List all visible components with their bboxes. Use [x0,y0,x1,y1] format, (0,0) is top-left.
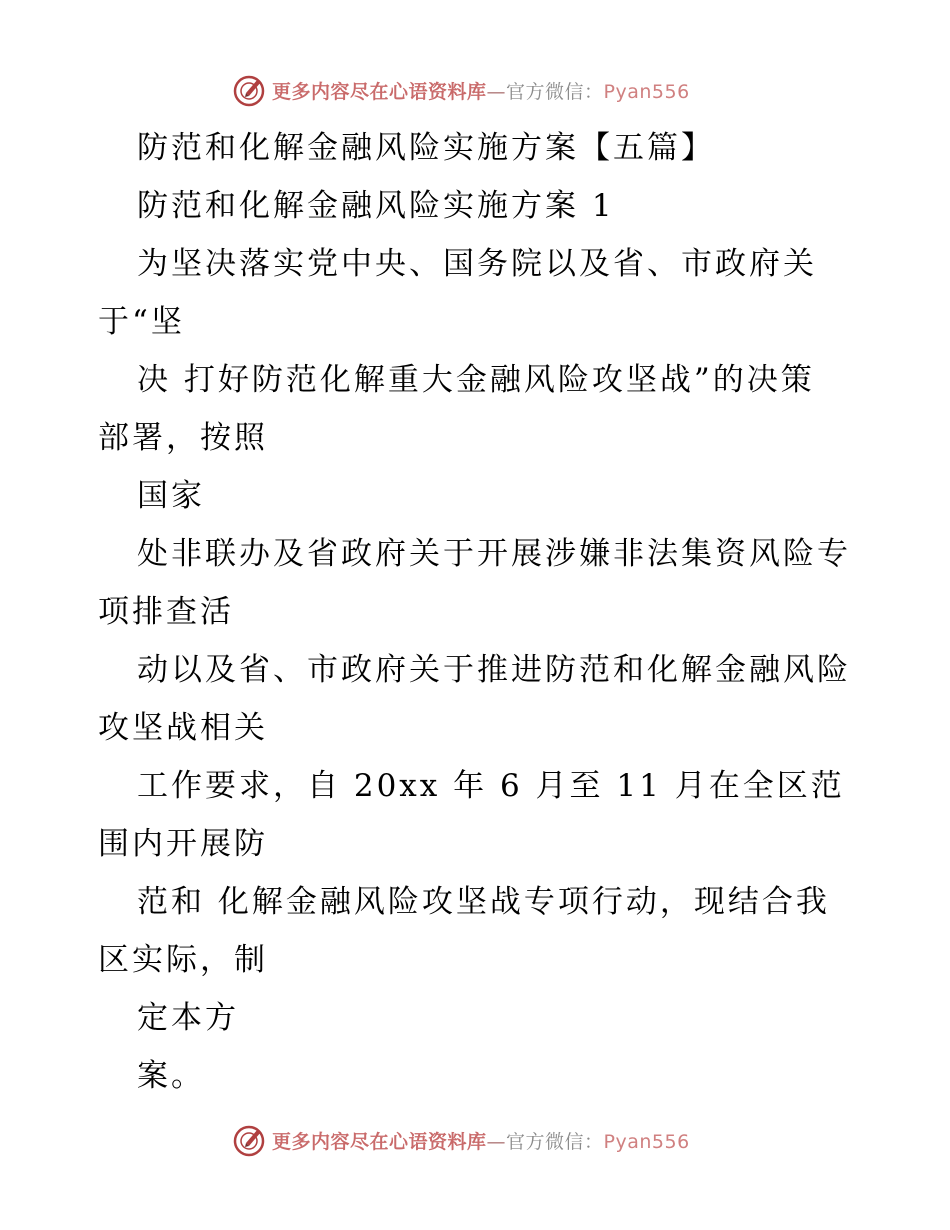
paragraph-line: 工作要求，自 20xx 年 6 月至 11 月在全区范 [137,768,845,804]
paragraph-line: 范和 化解金融风险攻坚战专项行动，现结合我 [137,884,830,920]
paragraph-line: 为坚决落实党中央、国务院以及省、市政府关 [137,246,817,282]
paragraph-line: 区实际，制 [98,942,268,978]
banner-wechat-id: Pyan556 [603,80,690,103]
banner-brand: 更多内容尽在心语资料库 [272,1130,487,1153]
header-banner [232,70,752,110]
banner-text [272,77,690,104]
pen-circle-logo-icon [232,1123,266,1157]
paragraph-line: 处非联办及省政府关于开展涉嫌非法集资风险专 [137,536,851,572]
pen-circle-logo-icon [232,73,266,107]
paragraph-line: 定本方 [137,1000,239,1036]
banner-brand: 更多内容尽在心语资料库 [272,80,487,103]
banner-separator: — [486,1130,507,1153]
paragraph-line: 攻坚战相关 [98,710,268,746]
paragraph-line: 围内开展防 [98,826,268,862]
paragraph-line: 于“坚 [98,304,185,340]
footer-banner [232,1120,752,1160]
banner-text [272,1127,690,1154]
banner-wechat-label: 官方微信： [506,1130,604,1153]
paragraph-line: 国家 [137,478,205,514]
paragraph-line: 部署，按照 [98,420,268,456]
paragraph-line: 决 打好防范化解重大金融风险攻坚战”的决策 [137,362,815,398]
banner-wechat-label: 官方微信： [506,80,604,103]
banner-wechat-id: Pyan556 [603,1130,690,1153]
banner-separator: — [486,80,507,103]
document-subtitle: 防范和化解金融风险实施方案 1 [137,188,615,224]
paragraph-line: 案。 [137,1058,205,1094]
document-title: 防范和化解金融风险实施方案【五篇】 [137,130,715,166]
paragraph-line: 项排查活 [98,594,234,630]
paragraph-line: 动以及省、市政府关于推进防范和化解金融风险 [137,652,851,688]
